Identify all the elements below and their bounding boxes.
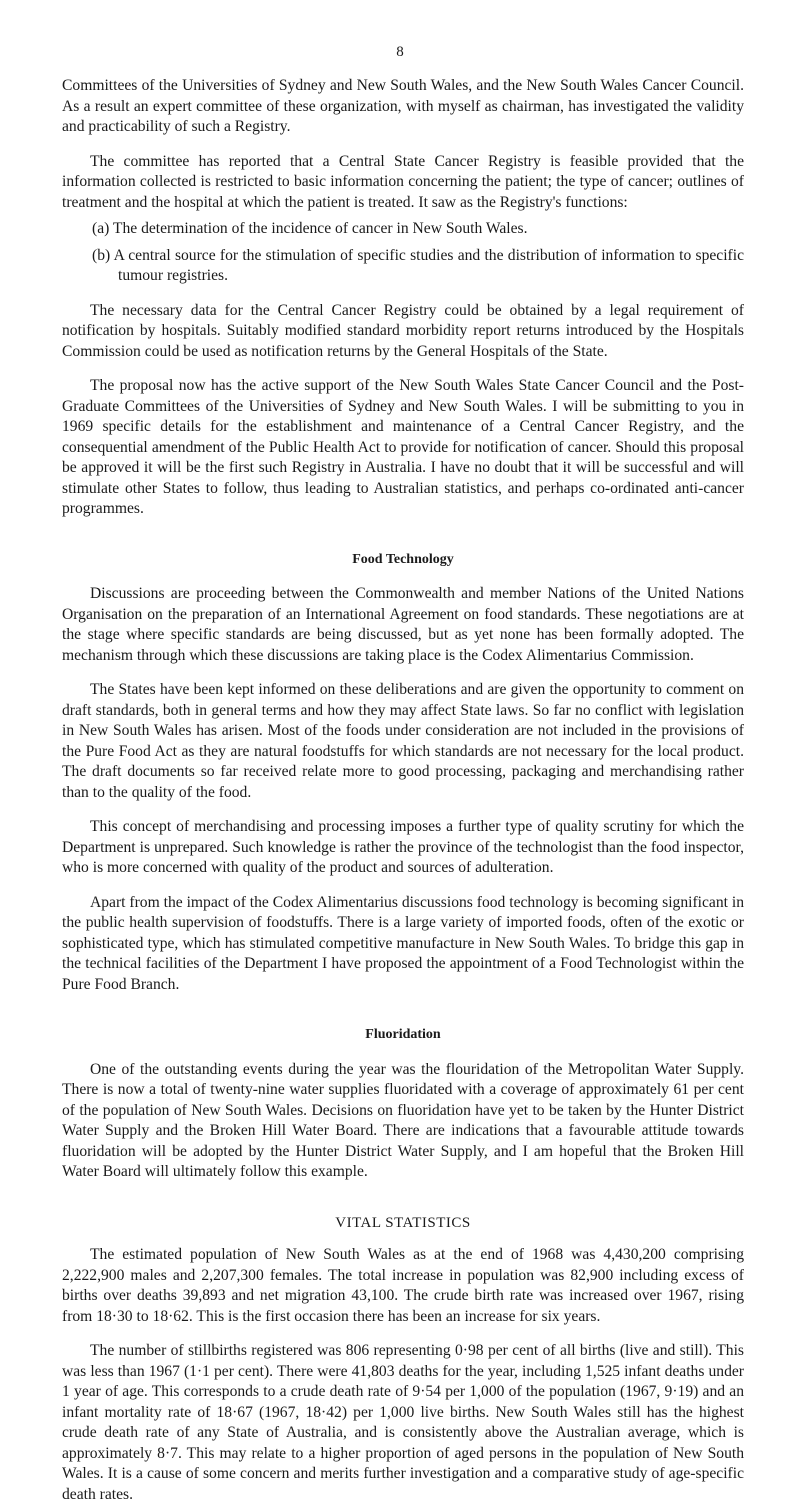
section-heading-food-technology: Food Technology [352, 551, 454, 567]
page-body [62, 76, 744, 1505]
paragraph: The proposal now has the active support of the New South Wales State Cancer Council and the Post-Graduate Committees of the Universities of Sydney and New South Wales. I will be submitting to you in 1969 specific details for the establishment and maintenance of a Central Cancer Registry, and the consequential amendment of the Public Health Act to provide for notification of cancer. Should this proposal be approved it will be the first such Registry in Australia. I have no doubt that it will be successful and will stimulate other States to follow, thus leading to Australian statistics, and perhaps co-ordinated anti-cancer programmes. [62, 377, 744, 517]
page-number: 8 [396, 44, 404, 60]
paragraph: Committees of the Universities of Sydney and New South Wales, and the New South Wales Cancer Council. As a result an expert committee of these organization, with myself as chairman, has investigated the validity and practicability of such a Registry. [62, 77, 744, 135]
list-item: (b) A central source for the stimulation of specific studies and the distribution of information to specific tumour registries. [92, 246, 744, 284]
paragraph: The estimated population of New South Wales as at the end of 1968 was 4,430,200 comprising 2,222,900 males and 2,207,300 females. The total increase in population was 82,900 including excess of births over deaths 39,893 and net migration 43,100. The crude birth rate was increased over 1967, rising from 18·30 to 18·62. This is the first occasion there has been an increase for six years. [62, 1246, 744, 1325]
section-heading-vital-statistics: VITAL STATISTICS [335, 1214, 471, 1231]
paragraph: One of the outstanding events during the year was the flouridation of the Metropolitan Water Supply. There is now a total of twenty-nine water supplies fluoridated with a coverage of approximately 61 per cent of the population of New South Wales. Decisions on fluoridation have yet to be taken by the Hunter District Water Supply and the Broken Hill Water Board. There are indications that a favourable attitude towards fluoridation will be adopted by the Hunter District Water Supply, and I am hopeful that the Broken Hill Water Board will ultimately follow this example. [62, 1060, 744, 1180]
paragraph: Discussions are proceeding between the Commonwealth and member Nations of the United Nations Organisation on the preparation of an International Agreement on food standards. These negotiations are at the stage where specific standards are being discussed, but as yet none has been formally adopted. The mechanism through which these discussions are taking place is the Codex Alimentarius Commission. [62, 585, 744, 664]
paragraph: The number of stillbirths registered was 806 representing 0·98 per cent of all births (live and still). This was less than 1967 (1·1 per cent). There were 41,803 deaths for the year, including 1,525 infant deaths under 1 year of age. This corresponds to a crude death rate of 9·54 per 1,000 of the population (1967, 9·19) and an infant mortality rate of 18·67 (1967, 18·42) per 1,000 live births. New South Wales still has the highest crude death rate of any State of Australia, and is consistently above the Australian average, which is approximately 8·7. This may relate to a higher proportion of aged persons in the population of New South Wales. It is a cause of some concern and merits further investigation and a comparative study of age-specific death rates. [62, 1342, 744, 1503]
paragraph: The States have been kept informed on these deliberations and are given the opportunity to comment on draft standards, both in general terms and how they may affect State laws. So far no conflict with legislation in New South Wales has arisen. Most of the foods under consideration are not included in the provisions of the Pure Food Act as they are natural foodstuffs for which standards are not necessary for the local product. The draft documents so far received relate more to good processing, packaging and merchandising rather than to the quality of the food. [62, 681, 744, 801]
paragraph: Apart from the impact of the Codex Alimentarius discussions food technology is becoming significant in the public health supervision of foodstuffs. There is a large variety of imported foods, often of the exotic or sophisticated type, which has stimulated competitive manufacture in New South Wales. To bridge this gap in the technical facilities of the Department I have proposed the appointment of a Food Technologist within the Pure Food Branch. [62, 893, 744, 993]
paragraph: The committee has reported that a Central State Cancer Registry is feasible provided that the information collected is restricted to basic information concerning the patient; the type of cancer; outlines of treatment and the hospital at which the patient is treated. It saw as the Registry's functions: [62, 152, 744, 211]
paragraph: This concept of merchandising and processing imposes a further type of quality scrutiny for which the Department is unprepared. Such knowledge is rather the province of the technologist than the food inspector, who is more concerned with quality of the product and sources of adulteration. [62, 818, 744, 876]
paragraph: The necessary data for the Central Cancer Registry could be obtained by a legal requirement of notification by hospitals. Suitably modified standard morbidity report returns introduced by the Hospitals Commission could be used as notification returns by the General Hospitals of the State. [62, 301, 744, 360]
section-heading-fluoridation: Fluoridation [365, 1027, 441, 1042]
list-item: (a) The determination of the incidence of cancer in New South Wales. [92, 220, 528, 237]
